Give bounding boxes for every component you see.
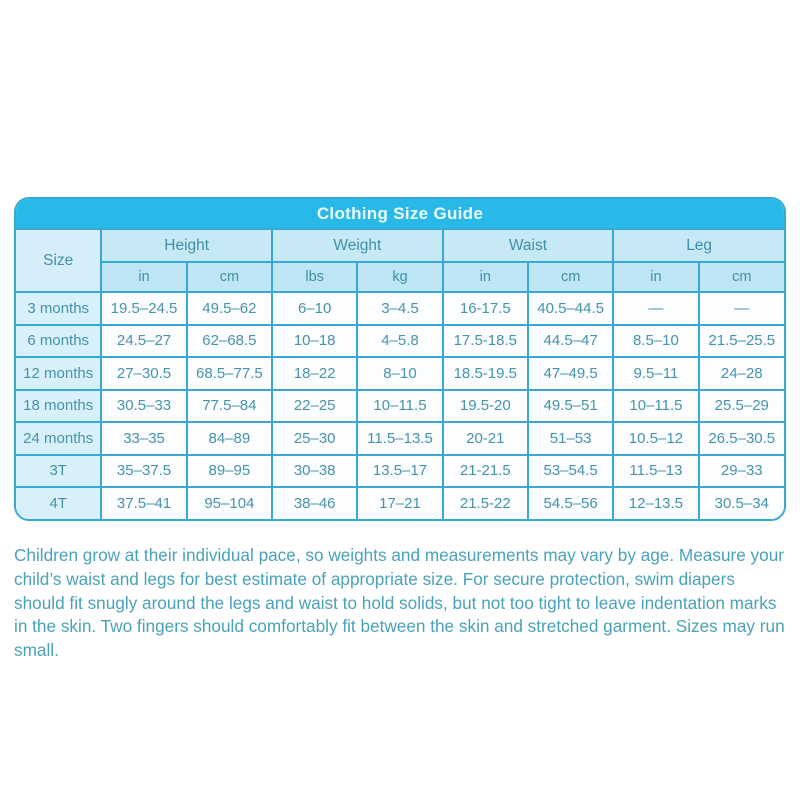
size-cell: 3 months (16, 292, 101, 325)
size-cell: 18 months (16, 390, 101, 423)
data-cell: 30.5–33 (101, 390, 186, 423)
unit-header-row (16, 262, 784, 292)
size-cell: 12 months (16, 357, 101, 390)
table-row (16, 390, 784, 423)
data-cell: 17.5-18.5 (443, 325, 528, 358)
group-header-row (16, 230, 784, 262)
size-guide-title: Clothing Size Guide (16, 199, 784, 230)
data-cell: — (613, 292, 698, 325)
height-in-header: in (101, 262, 186, 292)
data-cell: 25.5–29 (699, 390, 784, 423)
data-cell: 30.5–34 (699, 487, 784, 519)
data-cell: 27–30.5 (101, 357, 186, 390)
size-cell: 4T (16, 487, 101, 519)
data-cell: 21.5-22 (443, 487, 528, 519)
data-cell: 68.5–77.5 (187, 357, 272, 390)
data-cell: 4–5.8 (357, 325, 442, 358)
leg-in-header: in (613, 262, 698, 292)
data-cell: 49.5–62 (187, 292, 272, 325)
data-cell: 13.5–17 (357, 455, 442, 488)
data-cell: 38–46 (272, 487, 357, 519)
data-cell: 53–54.5 (528, 455, 613, 488)
size-column-header: Size (16, 230, 101, 292)
data-cell: 8–10 (357, 357, 442, 390)
data-cell: 89–95 (187, 455, 272, 488)
data-cell: 10–11.5 (357, 390, 442, 423)
leg-column-group-header: Leg (613, 230, 784, 262)
weight-column-group-header: Weight (272, 230, 443, 262)
data-cell: 24–28 (699, 357, 784, 390)
data-cell: 18.5-19.5 (443, 357, 528, 390)
weight-lbs-header: lbs (272, 262, 357, 292)
size-cell: 3T (16, 455, 101, 488)
table-row (16, 487, 784, 519)
data-cell: 54.5–56 (528, 487, 613, 519)
data-cell: 19.5-20 (443, 390, 528, 423)
data-cell: 19.5–24.5 (101, 292, 186, 325)
table-row (16, 325, 784, 358)
data-cell: 21-21.5 (443, 455, 528, 488)
table-row (16, 292, 784, 325)
data-cell: 16-17.5 (443, 292, 528, 325)
data-cell: 12–13.5 (613, 487, 698, 519)
waist-cm-header: cm (528, 262, 613, 292)
data-cell: 10.5–12 (613, 422, 698, 455)
table-row (16, 455, 784, 488)
data-cell: 30–38 (272, 455, 357, 488)
data-cell: 20-21 (443, 422, 528, 455)
data-cell: 62–68.5 (187, 325, 272, 358)
height-column-group-header: Height (101, 230, 272, 262)
data-cell: 49.5–51 (528, 390, 613, 423)
data-cell: 9.5–11 (613, 357, 698, 390)
size-guide-footnote: Children grow at their individual pace, so weights and measurements may vary by age. Measure your child’s waist and legs for best estimate of appropriate size. For secure protection, swim diapers should fit snugly around the legs and waist to hold solids, but not too tight to leave indentation marks in the skin. Two fingers should comfortably fit between the skin and stretched garment. Sizes may run small. (14, 545, 785, 661)
size-guide-table (16, 230, 784, 519)
data-cell: 47–49.5 (528, 357, 613, 390)
data-cell: 3–4.5 (357, 292, 442, 325)
weight-kg-header: kg (357, 262, 442, 292)
data-cell: 10–18 (272, 325, 357, 358)
data-cell: 26.5–30.5 (699, 422, 784, 455)
data-cell: 33–35 (101, 422, 186, 455)
data-cell: 95–104 (187, 487, 272, 519)
height-cm-header: cm (187, 262, 272, 292)
size-guide-card (14, 197, 786, 521)
data-cell: 18–22 (272, 357, 357, 390)
data-cell: 44.5–47 (528, 325, 613, 358)
data-cell: 24.5–27 (101, 325, 186, 358)
data-cell: 29–33 (699, 455, 784, 488)
size-cell: 24 months (16, 422, 101, 455)
data-cell: 25–30 (272, 422, 357, 455)
data-cell: 22–25 (272, 390, 357, 423)
data-cell: — (699, 292, 784, 325)
data-cell: 35–37.5 (101, 455, 186, 488)
data-cell: 11.5–13 (613, 455, 698, 488)
data-cell: 8.5–10 (613, 325, 698, 358)
size-cell: 6 months (16, 325, 101, 358)
data-cell: 11.5–13.5 (357, 422, 442, 455)
data-cell: 77.5–84 (187, 390, 272, 423)
data-cell: 40.5–44.5 (528, 292, 613, 325)
leg-cm-header: cm (699, 262, 784, 292)
data-cell: 10–11.5 (613, 390, 698, 423)
table-row (16, 422, 784, 455)
data-cell: 37.5–41 (101, 487, 186, 519)
waist-column-group-header: Waist (443, 230, 614, 262)
data-cell: 21.5–25.5 (699, 325, 784, 358)
table-row (16, 357, 784, 390)
waist-in-header: in (443, 262, 528, 292)
data-cell: 84–89 (187, 422, 272, 455)
data-cell: 51–53 (528, 422, 613, 455)
data-cell: 6–10 (272, 292, 357, 325)
data-cell: 17–21 (357, 487, 442, 519)
